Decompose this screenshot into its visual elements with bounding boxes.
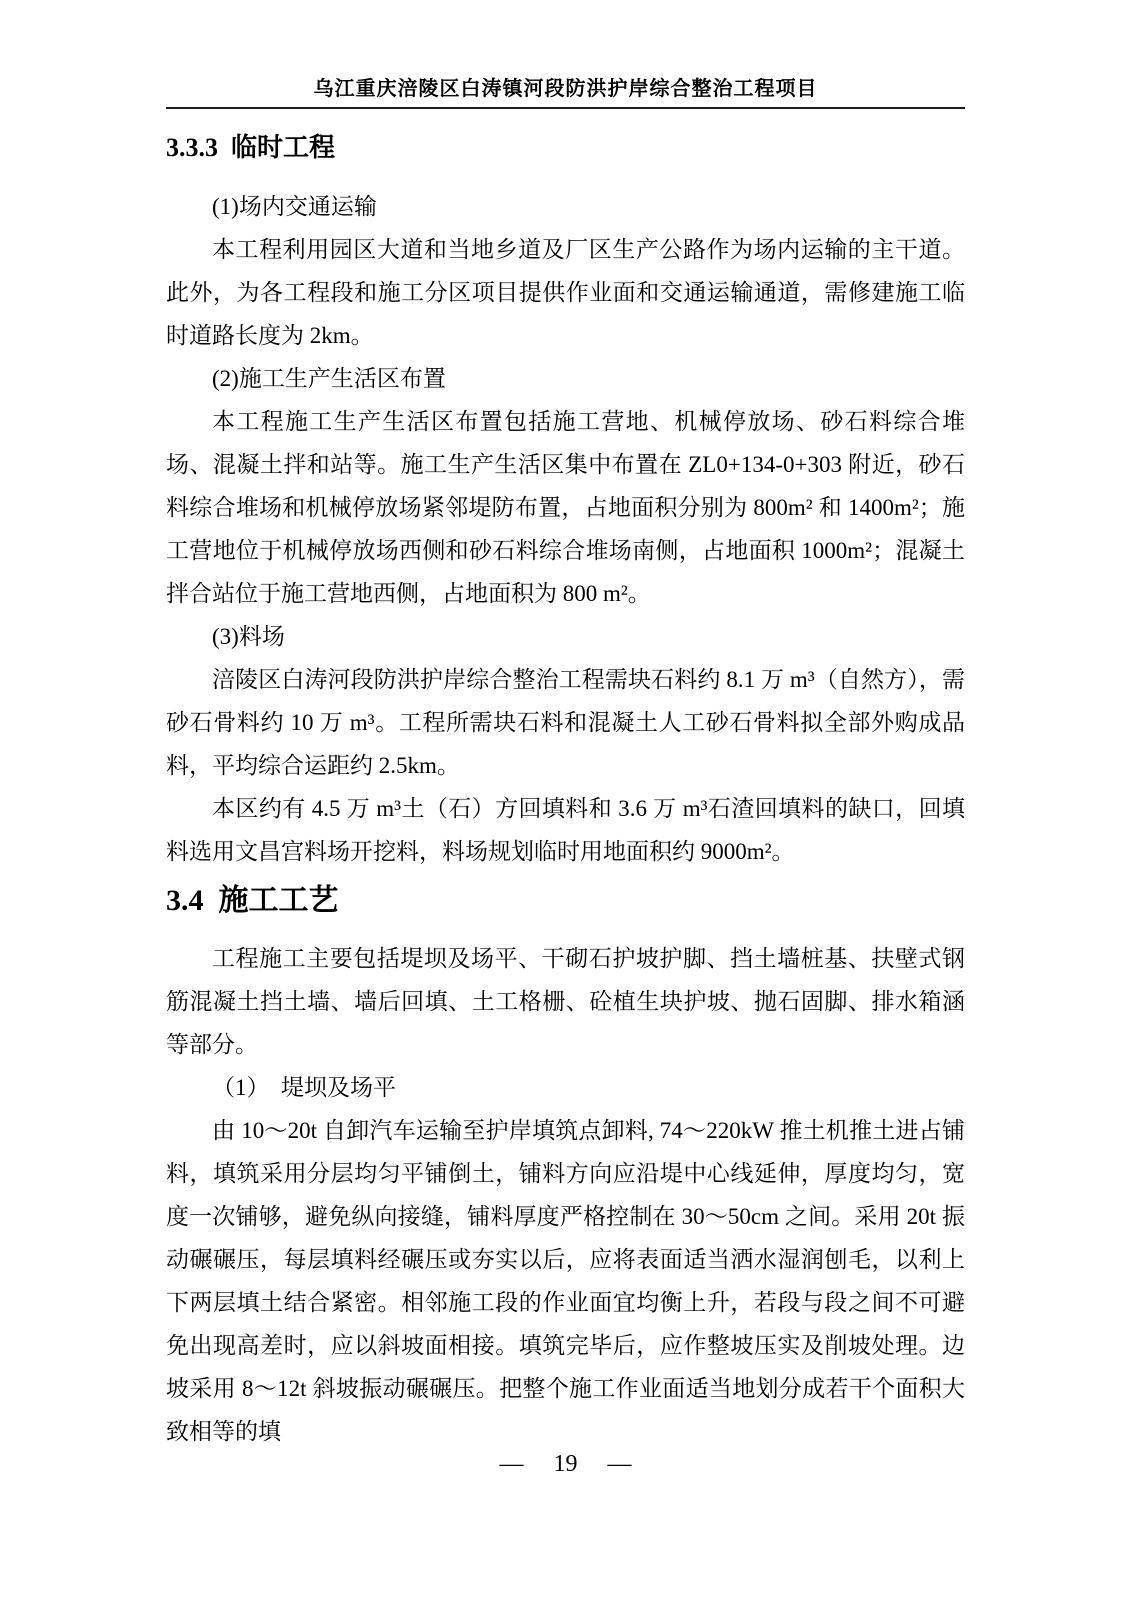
section-heading-3-3-3: 3.3.3 临时工程 (166, 133, 336, 162)
item-title-living-area-layout: (2)施工生产生活区布置 (212, 366, 446, 391)
footer-dash-right: — (607, 1451, 632, 1477)
page-footer (0, 1448, 1131, 1480)
item-title-site-transport: (1)场内交通运输 (212, 194, 377, 219)
paragraph-embankment-leveling: 由 10～20t 自卸汽车运输至护岸填筑点卸料, 74～220kW 推土机推土进占铺料，填筑采用分层均匀平铺倒土，铺料方向应沿堤中心线延伸，厚度均匀，宽度一次铺够，避免纵向接缝，铺料厚度严格控制在 30～50cm 之间。采用 20t 振动碾碾压，每层填料经碾压或夯实以后，应将表面适当洒水湿润刨毛，以利上下两层填土结合紧密。相邻施工段的作业面宜均衡上升，若段与段之间不可避免出现高差时，应以斜坡面相接。填筑完毕后，应作整坡压实及削坡处理。边坡采用 8～12t 斜坡振动碾碾压。把整个施工作业面适当地划分成若干个面积大致相等的填 (166, 1118, 965, 1444)
paragraph-material-yard-1: 涪陵区白涛河段防洪护岸综合整治工程需块石料约 8.1 万 m³（自然方），需砂石骨料约 10 万 m³。工程所需块石料和混凝土人工砂石骨料拟全部外购成品料，平均综合运距约 2.5km。 (166, 667, 965, 778)
paragraph-construction-overview: 工程施工主要包括堤坝及场平、干砌石护坡护脚、挡土墙桩基、扶壁式钢筋混凝土挡土墙、墙后回填、土工格栅、砼植生块护坡、抛石固脚、排水箱涵等部分。 (166, 946, 965, 1057)
section-heading-3-4: 3.4 施工工艺 (166, 884, 339, 917)
item-title-material-yard: (3)料场 (212, 624, 285, 649)
paragraph-material-yard-2: 本区约有 4.5 万 m³土（石）方回填料和 3.6 万 m³石渣回填料的缺口，回填料选用文昌宫料场开挖料，料场规划临时用地面积约 9000m²。 (166, 796, 965, 864)
item-title-embankment-leveling: （1） 堤坝及场平 (212, 1075, 396, 1100)
paragraph-living-area-layout: 本工程施工生产生活区布置包括施工营地、机械停放场、砂石料综合堆场、混凝土拌和站等。施工生产生活区集中布置在 ZL0+134-0+303 附近，砂石料综合堆场和机械停放场紧邻堤防布置，占地面积分别为 800m² 和 1400m²；施工营地位于机械停放场西侧和砂石料综合堆场南侧，占地面积 1000m²；混凝土拌合站位于施工营地西侧，占地面积为 800 m²。 (166, 409, 965, 606)
footer-dash-left: — (499, 1451, 524, 1477)
page-header-title: 乌江重庆涪陵区白涛镇河段防洪护岸综合整治工程项目 (166, 78, 965, 109)
page-number: 19 (553, 1451, 578, 1477)
page-body (166, 128, 965, 1453)
paragraph-site-transport: 本工程利用园区大道和当地乡道及厂区生产公路作为场内运输的主干道。此外，为各工程段和施工分区项目提供作业面和交通运输通道，需修建施工临时道路长度为 2km。 (166, 237, 965, 348)
